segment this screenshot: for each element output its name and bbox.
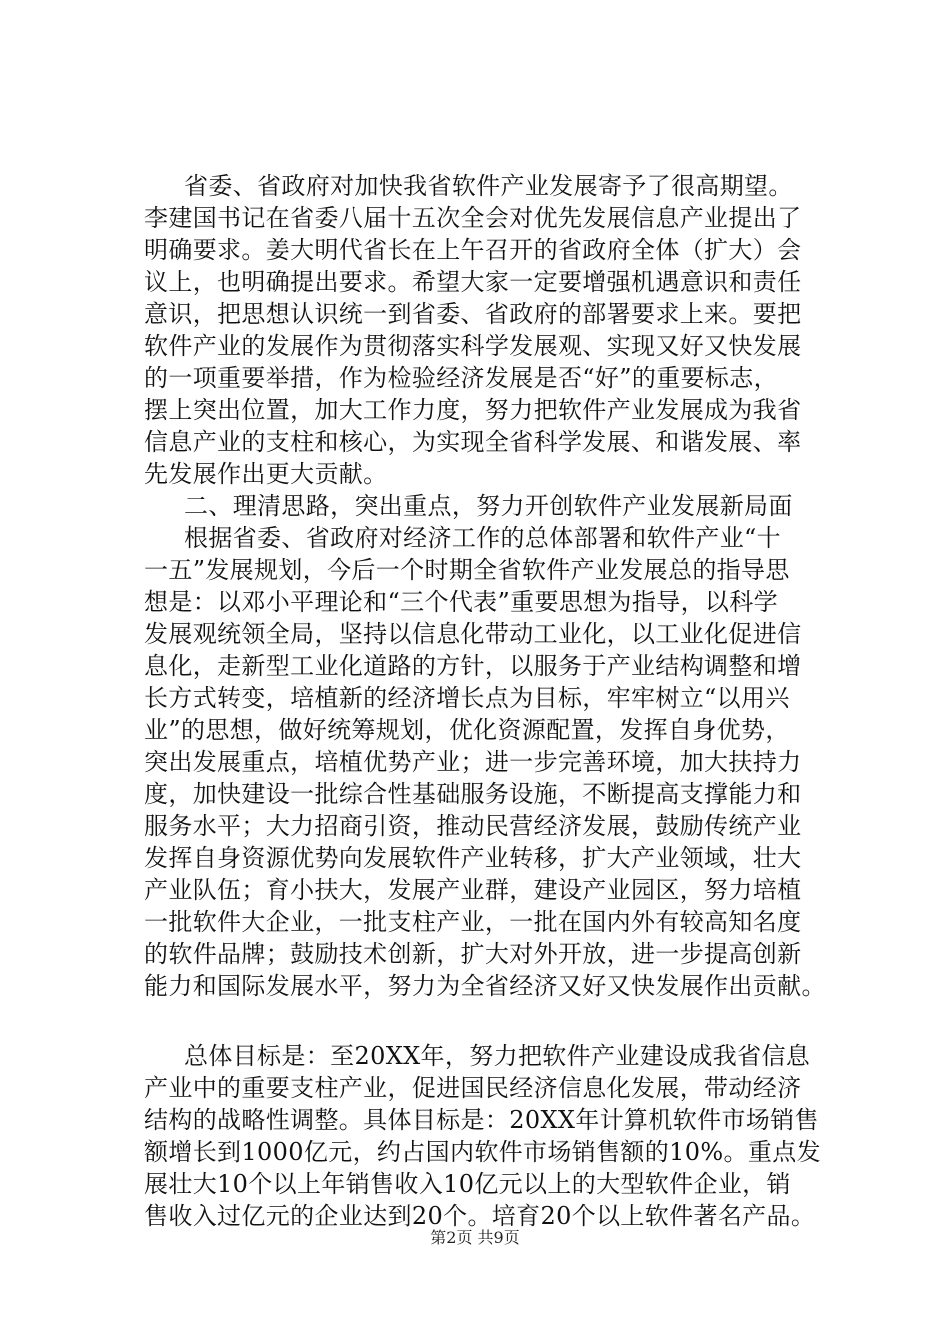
paragraph-line: 发展观统领全局，坚持以信息化带动工业化，以工业化促进信 <box>144 620 802 648</box>
paragraph-line: 一批软件大企业，一批支柱产业，一批在国内外有较高知名度 <box>144 908 802 936</box>
paragraph-line: 总体目标是：至20XX年，努力把软件产业建设成我省信息 <box>184 1042 811 1070</box>
paragraph-line: 结构的战略性调整。具体目标是：20XX年计算机软件市场销售 <box>144 1106 819 1134</box>
paragraph-line: 售收入过亿元的企业达到20个。培育20个以上软件著名产品。 <box>144 1202 816 1230</box>
paragraph-line: 李建国书记在省委八届十五次全会对优先发展信息产业提出了 <box>144 204 802 232</box>
paragraph-line: 能力和国际发展水平，努力为全省经济又好又快发展作出贡献。 <box>144 972 826 1000</box>
paragraph-line: 明确要求。姜大明代省长在上午召开的省政府全体（扩大）会 <box>144 236 802 264</box>
paragraph-line: 服务水平；大力招商引资，推动民营经济发展，鼓励传统产业 <box>144 812 802 840</box>
paragraph-line: 产业队伍；育小扶大，发展产业群，建设产业园区，努力培植 <box>144 876 802 904</box>
paragraph-line: 省委、省政府对加快我省软件产业发展寄予了很高期望。 <box>184 172 793 200</box>
paragraph-line: 的一项重要举措，作为检验经济发展是否“好”的重要标志， <box>144 364 778 392</box>
paragraph-line: 摆上突出位置，加大工作力度，努力把软件产业发展成为我省 <box>144 396 802 424</box>
paragraph-line: 产业中的重要支柱产业，促进国民经济信息化发展，带动经济 <box>144 1074 802 1102</box>
paragraph-line: 息化，走新型工业化道路的方针，以服务于产业结构调整和增 <box>144 652 802 680</box>
paragraph-line: 想是：以邓小平理论和“三个代表”重要思想为指导，以科学 <box>144 588 778 616</box>
paragraph-line: 长方式转变，培植新的经济增长点为目标，牢牢树立“以用兴 <box>144 684 790 712</box>
paragraph-line: 展壮大10个以上年销售收入10亿元以上的大型软件企业，销 <box>144 1170 791 1198</box>
paragraph-line: 信息产业的支柱和核心，为实现全省科学发展、和谐发展、率 <box>144 428 802 456</box>
paragraph-line: 议上，也明确提出要求。希望大家一定要增强机遇意识和责任 <box>144 268 802 296</box>
page-number-label: 第2页 共9页 <box>430 1228 520 1247</box>
body-text <box>144 170 856 1232</box>
paragraph-line: 突出发展重点，培植优势产业；进一步完善环境，加大扶持力 <box>144 748 802 776</box>
paragraph-line: 一五”发展规划，今后一个时期全省软件产业发展总的指导思 <box>144 556 790 584</box>
page-footer <box>0 1227 950 1249</box>
section-heading: 二、理清思路，突出重点，努力开创软件产业发展新局面 <box>184 492 793 520</box>
paragraph-line: 意识，把思想认识统一到省委、省政府的部署要求上来。要把 <box>144 300 802 328</box>
paragraph-line: 业”的思想，做好统筹规划，优化资源配置，发挥自身优势， <box>144 716 790 744</box>
paragraph-line: 根据省委、省政府对经济工作的总体部署和软件产业“十 <box>184 524 782 552</box>
paragraph-line: 发挥自身资源优势向发展软件产业转移，扩大产业领域，壮大 <box>144 844 802 872</box>
paragraph-line: 的软件品牌；鼓励技术创新，扩大对外开放，进一步提高创新 <box>144 940 802 968</box>
paragraph-line: 软件产业的发展作为贯彻落实科学发展观、实现又好又快发展 <box>144 332 802 360</box>
paragraph-line: 额增长到1000亿元，约占国内软件市场销售额的10%。重点发 <box>144 1138 821 1166</box>
paragraph-line: 度，加快建设一批综合性基础服务设施，不断提高支撑能力和 <box>144 780 802 808</box>
paragraph-line: 先发展作出更大贡献。 <box>144 460 388 488</box>
